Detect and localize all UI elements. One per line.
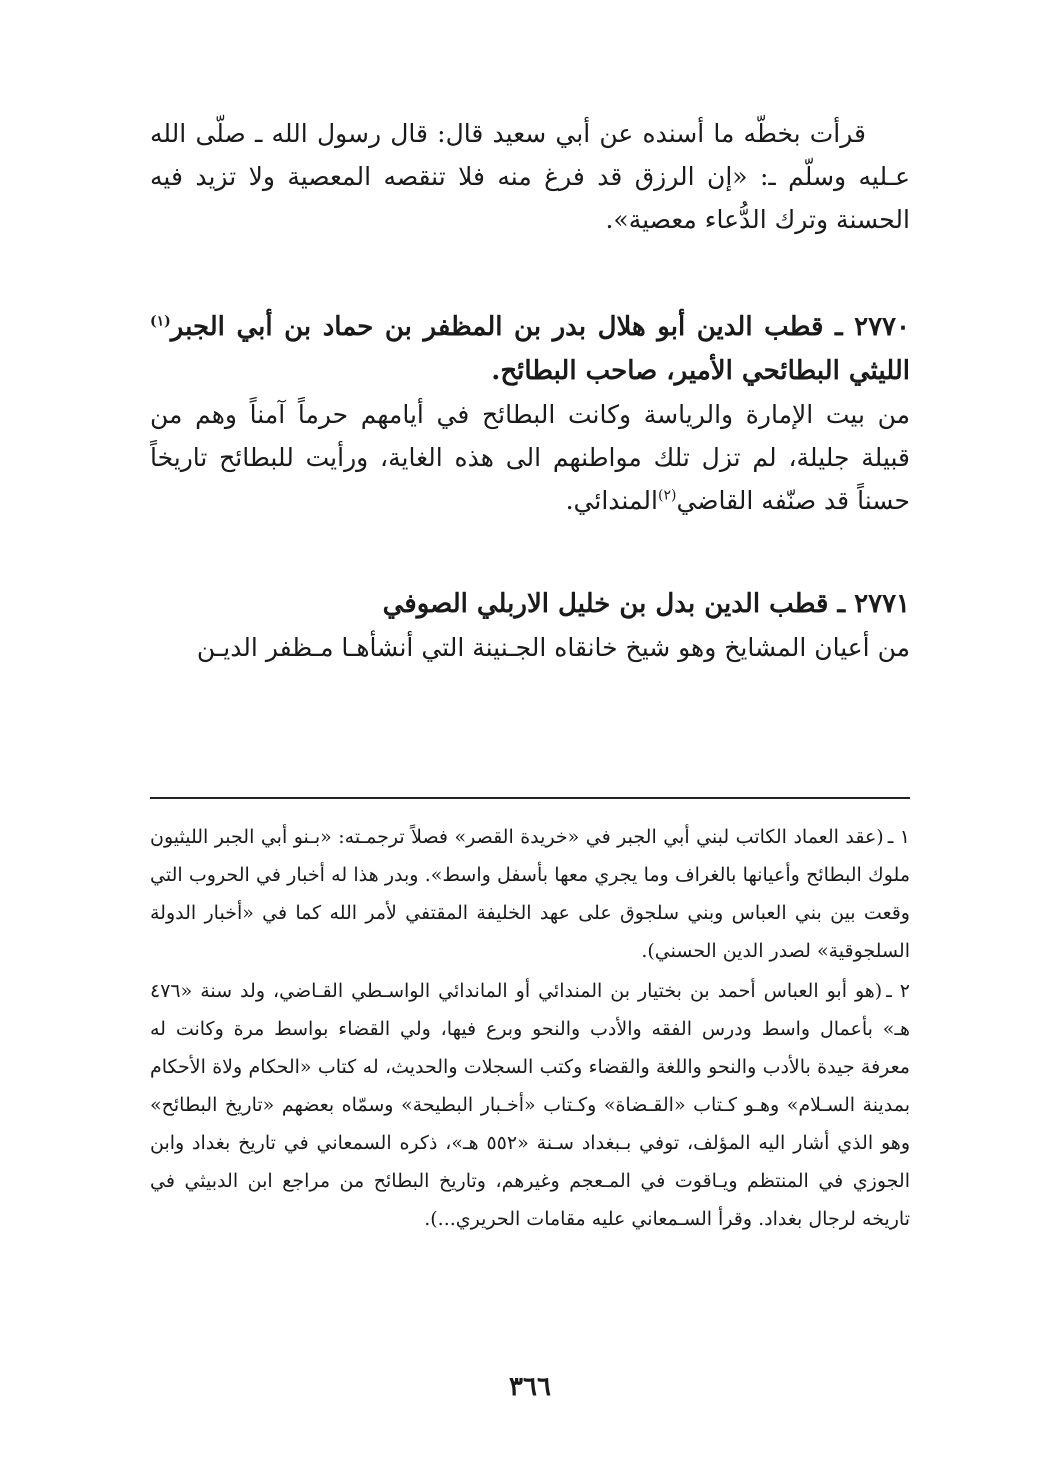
opening-paragraph: قرأت بخطّه ما أسنده عن أبي سعيد قال: قال رسول الله ـ صلّى الله عـليه وسلّم ـ: «إن الرزق قد فرغ منه فلا تنقصه المعصية ولا تزيد فيه الحسنة وترك الدُّعاء معصية».	[150, 119, 910, 234]
spacer	[150, 522, 910, 582]
entry-body: من بيت الإمارة والرياسة وكانت البطائح في أيامهم حرماً آمناً وهم من قبيلة جليلة، لم تزل تلك مواطنهم الى هذه الغاية، ورأيت للبطائح تاريخاً حسناً قد صنّفه القاضي	[150, 400, 910, 515]
spacer	[150, 241, 910, 305]
entry-2771-heading: ٢٧٧١ ـ قطب الدين بدل بن خليل الاربلي الصوفي	[382, 589, 910, 619]
entry-body-cont: المندائي.	[565, 486, 658, 515]
footnote-ref[interactable]: (١)	[150, 313, 171, 330]
footnote-text: (هو أبو العباس أحمد بن بختيار بن المندائي أو الماندائي الواسـطي القـاضي، ولد سنة «٤٧٦ هـ» بأعمال واسط ودرس الفقه والأدب والنحو وبرع فيها، ولي القضاء بواسط مرة وكانت له معرفة جيدة بالأدب والنحو واللغة والقضاء وكتب السجلات والحديث، له كتاب «الحكام ولاة الأحكام بمدينة السـلام» وهـو كـتاب «القـضاة» وكـتاب «أخـبار البطيحة» وسمّاه بعضهم «تاريخ البطائح» وهو الذي أشار اليه المؤلف، توفي بـبغداد سـنة «٥٥٢ هـ»، ذكره السمعاني في تاريخ بغداد وابن الجوزي في المنتظم ويـاقوت في المـعجم وغيرهم، وتاريخ البطائح من مراجع ابن الدبيثي في تاريخه لرجال بغداد. وقرأ السـمعاني عليه مقامات الحريري...).	[150, 980, 910, 1230]
entry-name: قطب الدين بدل بن خليل الاربلي الصوفي	[382, 589, 829, 619]
footnote-number: ٢ ـ	[886, 980, 910, 1002]
entry-name-cont: الليثي البطائحي الأمير، صاحب البطائح.	[491, 356, 910, 386]
footnote-1	[150, 818, 910, 970]
footnote-divider	[150, 797, 910, 799]
footnote-text: (عقد العماد الكاتب لبني أبي الجبر في «خريدة القصر» فصلاً ترجمـته: «بـنو أبي الجبر الليثيون ملوك البطائح وأعيانها بالغراف وما يجري معها بأسفل واسط». وبدر هذا له أخبار في الحروب التي وقعت بين بني العباس وبني سلجوق على عهد الخليفة المقتفي لأمر الله كما في «أخبار الدولة السلجوقية» لصدر الدين الحسني).	[150, 826, 910, 962]
footnote-2	[150, 972, 910, 1238]
entry-name: قطب الدين أبو هلال بدر بن المظفر بن حماد بن أبي الجبر	[170, 312, 824, 342]
entry-2770-heading: ٢٧٧٠ ـ قطب الدين أبو هلال بدر بن المظفر بن حماد بن أبي الجبر$^{(١)}$ الليثي البطائحي الأمير، صاحب البطائح.	[150, 312, 910, 386]
entry-number: ٢٧٧١	[854, 589, 910, 619]
entry-2771-body: من أعيان المشايخ وهو شيخ خانقاه الجـنينة التي أنشأهـا مـظفر الديـن	[196, 633, 910, 662]
footnotes	[150, 818, 910, 1240]
page-number: ٣٦٦	[509, 1372, 551, 1402]
footnote-ref[interactable]: (٢)	[657, 487, 677, 504]
book-page	[150, 112, 910, 1412]
entry-number: ٢٧٧٠	[854, 312, 910, 342]
entry-2770-body	[150, 393, 910, 522]
footnote-number: ١ ـ	[887, 826, 911, 848]
